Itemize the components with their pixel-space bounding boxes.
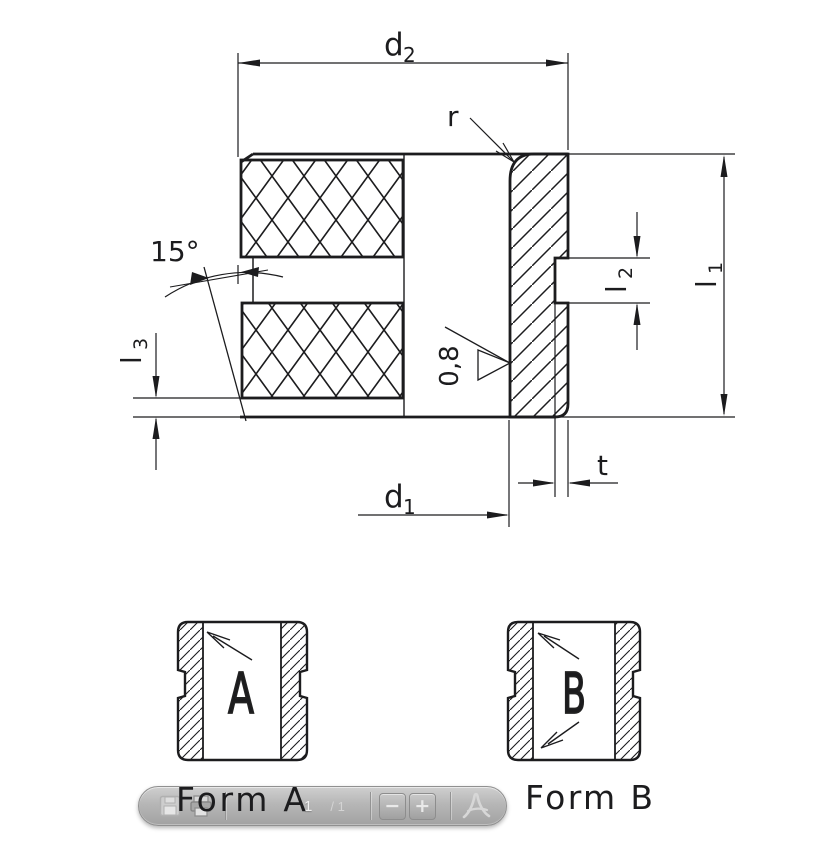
page-number-current: 1 <box>304 797 313 815</box>
label-l3: l <box>115 356 148 364</box>
label-l3-sub: 3 <box>130 337 152 350</box>
label-l2-sub: 2 <box>615 266 637 279</box>
dimension-d2 <box>238 27 568 67</box>
form-a-view <box>178 622 307 760</box>
knurl-band-lower <box>242 303 403 398</box>
extension-lines <box>133 53 735 527</box>
label-d1: d <box>384 479 404 515</box>
toolbar-divider <box>225 792 226 820</box>
flange-section <box>510 154 568 417</box>
form-a-letter: A <box>228 662 254 727</box>
toolbar-divider <box>450 792 451 820</box>
label-roughness: 0,8 <box>435 345 465 387</box>
print-button[interactable] <box>189 794 213 818</box>
form-b-outline <box>508 622 640 760</box>
form-b-view <box>508 622 640 760</box>
page-number-total: / 1 <box>330 798 345 814</box>
zoom-in-button[interactable]: + <box>409 793 436 820</box>
surface-roughness-symbol <box>435 327 510 387</box>
form-b-caption: Form B <box>525 778 653 817</box>
label-l2: l <box>600 285 633 293</box>
label-d2: d <box>384 27 404 63</box>
label-d1-sub: 1 <box>403 495 416 519</box>
knurl-direction-arrow <box>538 633 579 659</box>
label-t: t <box>597 449 608 482</box>
dimension-d1 <box>358 479 509 519</box>
part-outline <box>240 154 568 417</box>
dimension-l2 <box>600 212 641 350</box>
dimension-l1 <box>690 155 728 416</box>
label-l1: l <box>690 280 723 288</box>
knurl-band-upper <box>241 160 403 257</box>
pdf-viewer-toolbar <box>138 786 507 826</box>
main-section-view <box>115 27 735 527</box>
toolbar-divider <box>370 792 371 820</box>
dimension-l3 <box>115 333 160 470</box>
knurl-direction-arrow <box>541 722 579 748</box>
dimension-angle <box>150 235 283 297</box>
label-l1-sub: 1 <box>705 261 727 274</box>
form-a-outline <box>178 622 307 760</box>
save-icon <box>159 795 181 817</box>
dimension-t <box>518 449 618 487</box>
acrobat-button[interactable] <box>460 790 492 822</box>
form-a-caption: Form A <box>176 780 306 819</box>
dimension-r <box>447 100 514 162</box>
knurl-direction-arrow <box>207 632 252 660</box>
label-angle: 15° <box>150 235 200 268</box>
print-icon <box>189 794 213 818</box>
zoom-out-button[interactable]: − <box>379 793 406 820</box>
acrobat-icon <box>460 790 492 822</box>
label-r: r <box>447 100 459 133</box>
save-button[interactable] <box>159 794 181 818</box>
label-d2-sub: 2 <box>403 43 416 67</box>
form-b-letter: B <box>562 662 586 727</box>
